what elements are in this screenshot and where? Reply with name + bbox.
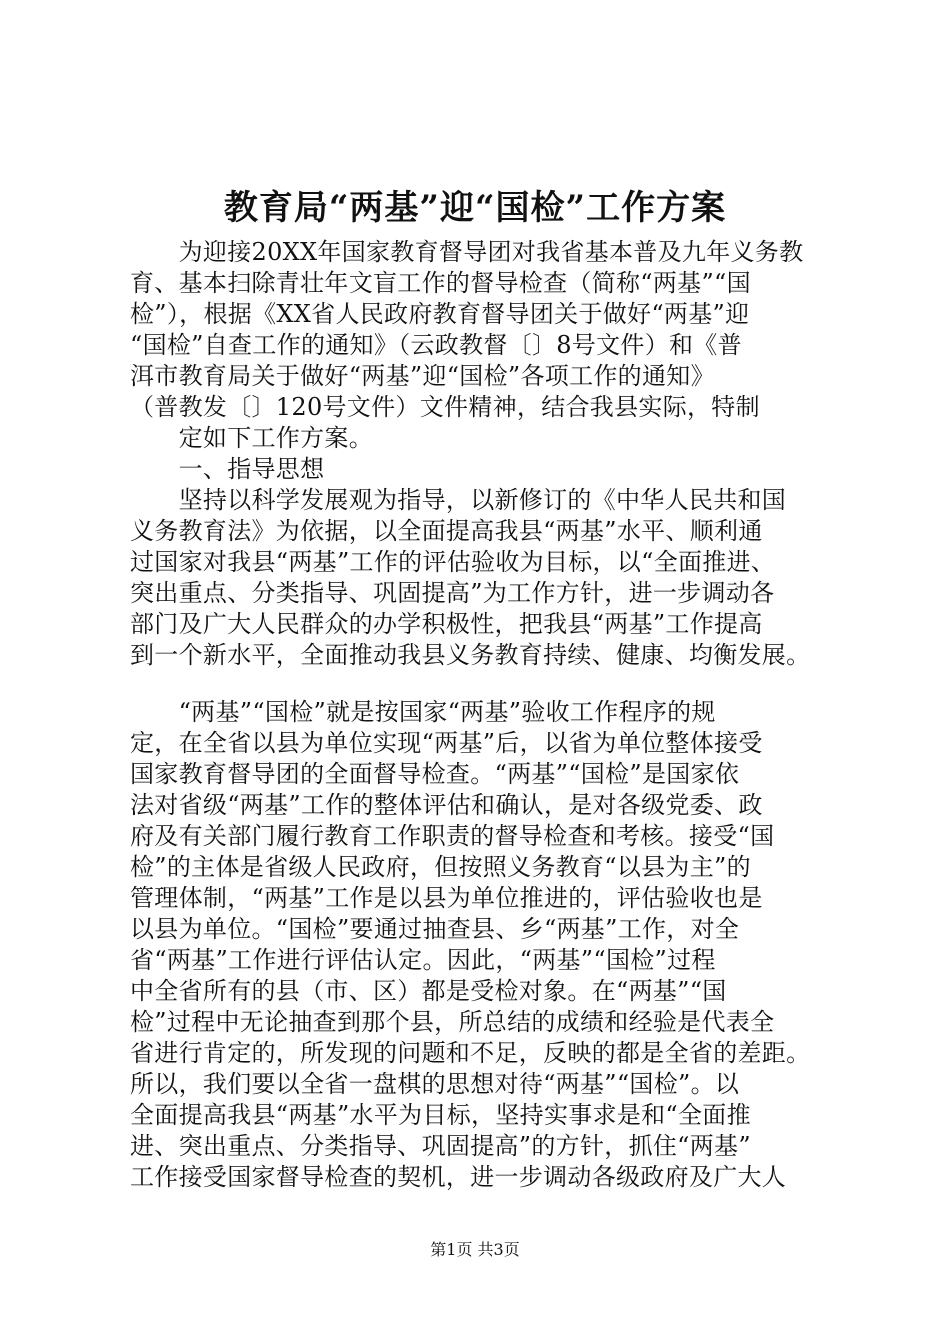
body-line: “两基”“国检”就是按国家“两基”验收工作程序的规 (130, 698, 716, 726)
body-line: 省“两基”工作进行评估认定。因此，“两基”“国检”过程 (130, 946, 716, 974)
body-line: 突出重点、分类指导、巩固提高”为工作方针，进一步调动各 (130, 579, 775, 607)
body-line: 所以，我们要以全省一盘棋的思想对待“两基”“国检”。以 (130, 1070, 740, 1098)
body-line: “国检”自查工作的通知》（云政教督〔〕8号文件）和《普 (130, 331, 742, 359)
body-line: 省进行肯定的，所发现的问题和不足，反映的都是全省的差距。 (130, 1039, 811, 1067)
body-line: 定如下工作方案。 (130, 424, 373, 452)
body-line: 工作接受国家督导检查的契机，进一步调动各级政府及广大人 (130, 1163, 787, 1191)
section-heading: 一、指导思想 (130, 455, 325, 483)
body-line: 部门及广大人民群众的办学积极性，把我县“两基”工作提高 (130, 610, 763, 638)
body-line: 管理体制，“两基”工作是以县为单位推进的，评估验收也是 (130, 884, 763, 912)
body-line: 义务教育法》为依据，以全面提高我县“两基”水平、顺利通 (130, 517, 763, 545)
body-line: 洱市教育局关于做好“两基”迎“国检”各项工作的通知》 (130, 362, 715, 390)
body-line: 中全省所有的县（市、区）都是受检对象。在“两基”“国 (130, 977, 727, 1005)
body-line: （普教发〔〕120号文件）文件精神，结合我县实际，特制 (130, 393, 760, 421)
body-line: 定，在全省以县为单位实现“两基”后，以省为单位整体接受 (130, 729, 763, 757)
body-line: 到一个新水平，全面推动我县义务教育持续、健康、均衡发展。 (130, 641, 811, 669)
body-line: 育、基本扫除青壮年文盲工作的督导检查（简称“两基”“国 (130, 269, 751, 297)
body-line: 检”的主体是省级人民政府，但按照义务教育“以县为主”的 (130, 853, 751, 881)
body-line: 为迎接20XX年国家教育督导团对我省基本普及九年义务教 (130, 238, 804, 266)
document-title: 教育局“两基”迎“国检”工作方案 (223, 188, 727, 228)
page-footer: 第1页 共3页 (430, 1240, 520, 1259)
body-line: 进、突出重点、分类指导、巩固提高”的方针，抓住“两基” (130, 1132, 751, 1160)
body-line: 以县为单位。“国检”要通过抽查县、乡“两基”工作，对全 (130, 915, 740, 943)
body-line: 过国家对我县“两基”工作的评估验收为目标，以“全面推进、 (130, 548, 776, 576)
body-line: 法对省级“两基”工作的整体评估和确认，是对各级党委、政 (130, 791, 763, 819)
body-line: 府及有关部门履行教育工作职责的督导检查和考核。接受“国 (130, 822, 775, 850)
body-line: 全面提高我县“两基”水平为目标，坚持实事求是和“全面推 (130, 1101, 751, 1129)
body-line: 检”过程中无论抽查到那个县，所总结的成绩和经验是代表全 (130, 1008, 775, 1036)
body-line: 检”），根据《XX省人民政府教育督导团关于做好“两基”迎 (130, 300, 750, 328)
body-line: 坚持以科学发展观为指导，以新修订的《中华人民共和国 (130, 486, 787, 514)
body-line: 国家教育督导团的全面督导检查。“两基”“国检”是国家依 (130, 760, 740, 788)
